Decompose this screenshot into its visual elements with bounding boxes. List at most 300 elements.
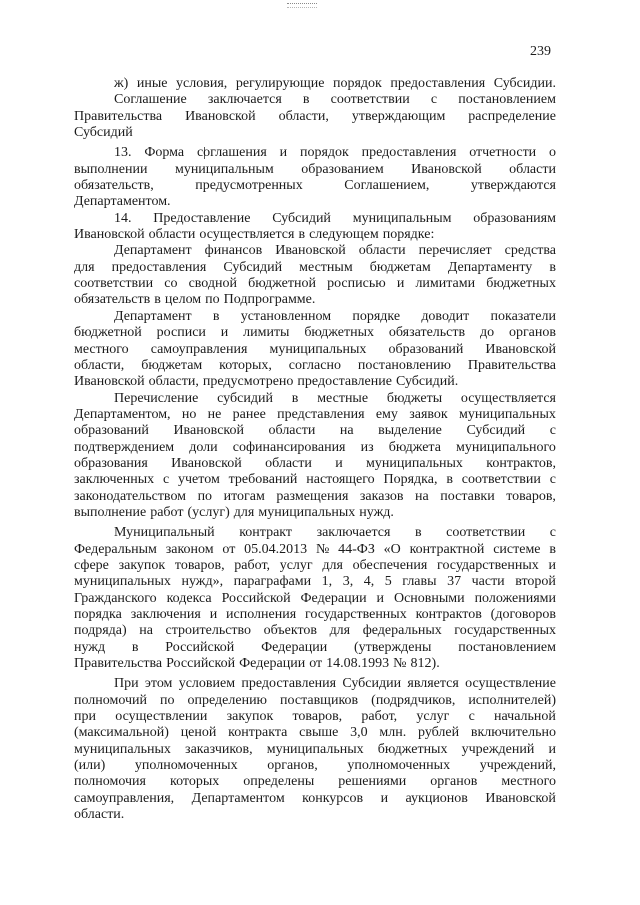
word: 3,: [342, 574, 354, 590]
word: заключается: [316, 525, 391, 541]
word: определены: [243, 774, 315, 790]
word: обязательств: [388, 325, 466, 341]
word: бюджетной: [248, 276, 316, 292]
word: работ,: [234, 557, 271, 573]
word: включительно: [470, 725, 556, 741]
word: главы: [402, 574, 437, 590]
text-line: [74, 725, 556, 741]
word: области,: [148, 374, 199, 390]
word: заключения: [130, 607, 201, 622]
word: услуг: [279, 557, 313, 573]
word: Муниципальный: [114, 525, 215, 541]
word: итогам: [223, 488, 265, 504]
word: лимитами: [415, 276, 476, 292]
text-line: [74, 489, 556, 505]
text-line: [74, 178, 556, 194]
word: бюджетной: [74, 325, 142, 341]
text-line: [74, 92, 556, 108]
word: №: [393, 656, 407, 672]
text-line: [74, 145, 556, 161]
word: Субсидий: [74, 125, 133, 141]
word: с: [549, 525, 556, 541]
word: росписи: [156, 325, 206, 341]
word: конкурсов: [302, 790, 364, 806]
word: муниципальных: [74, 574, 171, 590]
word: бюджеты: [386, 390, 443, 406]
word: 4,: [363, 574, 375, 590]
word: и: [209, 607, 218, 622]
word: второй: [515, 574, 556, 590]
word: отчетности: [469, 145, 537, 161]
text-line: [74, 162, 556, 178]
text-line: [74, 276, 556, 292]
word: предоставления: [111, 259, 207, 275]
word: для: [74, 259, 95, 275]
word: контрактной: [409, 541, 485, 557]
word: Ивановской: [411, 161, 482, 177]
word: условием: [178, 676, 236, 692]
word: доли: [189, 439, 218, 455]
word: определению: [187, 692, 268, 708]
word: государственных: [437, 557, 539, 573]
word: соглашения: [196, 145, 267, 161]
text-line: [74, 358, 556, 374]
word: подтверждением: [74, 439, 175, 455]
word: осуществляется: [460, 390, 556, 406]
text-line: [74, 758, 556, 774]
text-line: [74, 227, 556, 243]
word: в: [291, 390, 299, 406]
word: предоставления: [241, 676, 337, 692]
word: порядка: [74, 607, 122, 622]
word: «О: [383, 541, 401, 557]
word: 13.: [114, 145, 132, 161]
word: с: [162, 472, 170, 488]
text-line: [74, 558, 556, 574]
word: Правительства: [74, 108, 163, 124]
word: Федерации: [239, 656, 306, 672]
word: органов,: [267, 758, 318, 774]
word: Подпрограмме.: [223, 292, 316, 308]
word: для: [322, 557, 343, 573]
word: Правительства: [74, 656, 163, 672]
word: муниципальных: [366, 455, 463, 471]
word: Ивановской: [485, 341, 556, 357]
word: млн.: [379, 725, 407, 741]
word: Субсидий: [466, 423, 526, 439]
word: Российской: [165, 639, 235, 655]
word: показатели: [490, 308, 556, 324]
word: финансов: [204, 243, 263, 259]
word: Российской: [166, 656, 236, 672]
text-line: [74, 423, 556, 439]
word: самоуправления: [150, 341, 248, 357]
word: Правительства: [467, 357, 556, 373]
word: нужд: [74, 639, 106, 655]
word: федеральных: [362, 623, 442, 639]
word: осуществление: [465, 676, 556, 692]
word: следующем: [309, 227, 379, 243]
word: учреждений: [461, 741, 535, 757]
word: муниципального: [456, 439, 556, 455]
word: области,: [278, 108, 329, 124]
word: по: [160, 692, 175, 708]
word: самоуправления,: [74, 790, 175, 806]
word: Ивановской: [173, 423, 245, 439]
word: сфере: [74, 557, 109, 573]
word: муниципальных: [269, 341, 367, 357]
text-line: [74, 76, 556, 92]
text-line: [74, 292, 556, 308]
text-line: [74, 693, 556, 709]
word: не: [207, 406, 222, 422]
word: решениями: [338, 774, 407, 790]
word: по: [197, 488, 213, 504]
text-line: [74, 623, 556, 639]
word: Соглашение: [114, 92, 187, 108]
word: предоставления: [361, 145, 457, 161]
text-line: [74, 391, 556, 407]
text-line: [74, 774, 556, 790]
word: Департаментом.: [74, 194, 171, 210]
word: бюджетных: [377, 741, 448, 757]
word: этом: [144, 676, 173, 692]
word: обязательств,: [74, 178, 154, 194]
word: Департаментом,: [74, 406, 171, 422]
word: Федерации: [300, 590, 367, 606]
word: с: [549, 423, 556, 439]
word: Предоставление: [153, 210, 251, 226]
word: заключается: [207, 92, 282, 108]
word: ему: [375, 406, 398, 422]
text-line: [74, 607, 556, 623]
word: Федеральным: [74, 541, 157, 557]
word: обеспечения: [352, 557, 428, 573]
word: муниципальных: [459, 406, 556, 422]
word: части: [471, 574, 505, 590]
word: перечисляет: [418, 243, 492, 259]
word: области: [358, 243, 406, 259]
word: с: [549, 472, 556, 488]
word: Департамент: [114, 243, 192, 259]
word: представления: [277, 406, 365, 422]
word: для: [233, 504, 255, 520]
word: порядок: [299, 145, 349, 161]
word: бюджетных: [486, 276, 556, 292]
word: поставки: [440, 488, 495, 504]
word: предусмотренных: [195, 178, 303, 194]
word: Ивановской: [74, 374, 145, 390]
word: товаров,: [292, 709, 343, 725]
word: образований: [74, 423, 149, 439]
word: в: [131, 639, 139, 655]
word: рублей: [418, 725, 460, 741]
word: нужд»,: [181, 574, 224, 590]
word: (подрядчиков,: [371, 692, 456, 708]
word: строительство: [165, 623, 252, 639]
word: выделение: [378, 423, 442, 439]
word: для: [329, 623, 351, 639]
word: Соглашением,: [344, 178, 430, 194]
word: в: [414, 525, 422, 541]
word: заявок: [409, 406, 448, 422]
word: выполнение: [74, 504, 147, 520]
word: начальной: [494, 709, 556, 725]
word: на: [339, 423, 354, 439]
word: товаров,: [174, 557, 225, 573]
word: работ: [150, 504, 184, 520]
word: постановлением: [458, 639, 556, 655]
word: ранее: [232, 406, 266, 422]
word: регулирующие: [235, 76, 325, 91]
word: Ивановской: [275, 243, 346, 259]
word: (или): [74, 758, 106, 774]
word: муниципальных: [74, 741, 171, 757]
word: полномочия: [74, 774, 146, 790]
word: нужд.: [359, 504, 394, 520]
text-line: [74, 591, 556, 607]
word: и: [376, 590, 385, 606]
word: до: [479, 325, 495, 341]
word: порядок: [332, 76, 382, 91]
text-line: [74, 194, 556, 210]
word: 5: [384, 574, 392, 590]
word: в: [298, 227, 306, 243]
word: и: [396, 276, 405, 292]
word: в: [446, 472, 453, 488]
word: и: [279, 145, 288, 161]
word: распределение: [468, 108, 556, 124]
word: (договоров: [490, 607, 556, 622]
word: но: [181, 406, 197, 422]
word: при: [74, 709, 96, 725]
word: в: [549, 541, 556, 557]
word: области,: [74, 357, 125, 373]
word: муниципальных: [258, 504, 356, 520]
word: Форма: [144, 145, 185, 161]
word: законодательством: [74, 488, 187, 504]
word: Департаменту: [447, 259, 533, 275]
text-line: [74, 656, 556, 672]
text-line: [74, 505, 556, 521]
word: соответствии: [330, 92, 410, 108]
text-line: [74, 574, 556, 590]
word: со: [164, 276, 178, 292]
word: обязательств: [74, 292, 151, 308]
word: образованиям: [473, 210, 556, 226]
text-line: [74, 109, 556, 125]
word: 1,: [321, 574, 333, 590]
word: государственных: [305, 607, 407, 622]
word: контракт: [239, 525, 293, 541]
word: предоставление: [297, 374, 392, 390]
text-line: [74, 325, 556, 341]
word: Порядка,: [383, 472, 438, 488]
word: образования: [74, 455, 148, 471]
document-body: [74, 76, 556, 823]
scan-artifact-mark: [287, 3, 317, 8]
word: 44-ФЗ: [338, 541, 375, 557]
word: и: [380, 790, 389, 806]
word: учреждений,: [479, 758, 556, 774]
word: от: [309, 656, 323, 672]
word: заказчиков,: [185, 741, 253, 757]
word: предоставления: [390, 76, 486, 91]
word: кодекса: [166, 590, 212, 606]
word: осуществляется: [199, 227, 295, 243]
word: соответствии: [74, 276, 154, 292]
word: органов: [508, 325, 556, 341]
word: муниципальных: [266, 741, 364, 757]
text-line: [74, 791, 556, 807]
word: выполнении: [74, 161, 148, 177]
word: области: [265, 455, 312, 471]
text-line: [74, 807, 556, 823]
word: софинансирования: [232, 439, 346, 455]
word: области.: [74, 807, 125, 823]
word: закупок: [118, 557, 166, 573]
text-line: [74, 125, 556, 141]
word: Субсидий.: [395, 374, 459, 390]
word: установленном: [240, 308, 332, 324]
text-line: [74, 709, 556, 725]
word: контракта: [228, 725, 288, 741]
word: субсидий: [217, 390, 273, 406]
word: порядке: [352, 308, 401, 324]
word: с: [430, 92, 438, 108]
word: о: [549, 145, 556, 161]
word: от: [222, 541, 236, 557]
text-line: [74, 374, 556, 390]
word: 14.08.1993: [326, 656, 390, 672]
word: (утверждены: [353, 639, 432, 655]
word: местным: [299, 259, 353, 275]
word: в: [154, 292, 161, 308]
word: образованием: [301, 161, 384, 177]
word: законом: [165, 541, 214, 557]
word: предусмотрено: [202, 374, 294, 390]
word: (максимальной): [74, 725, 169, 741]
word: постановлению: [357, 357, 451, 373]
word: Ивановской: [185, 108, 256, 124]
word: целом: [164, 292, 202, 308]
word: ценой: [180, 725, 217, 741]
word: которых: [170, 774, 220, 790]
word: условия,: [176, 76, 228, 91]
word: в: [549, 259, 556, 275]
word: размещения: [276, 488, 349, 504]
word: положениями: [474, 590, 556, 606]
word: органов: [430, 774, 478, 790]
word: области: [148, 227, 196, 243]
word: росписью: [327, 276, 386, 292]
word: 05.04.2013: [244, 541, 308, 557]
word: параграфами: [233, 574, 312, 590]
word: Перечисление: [114, 390, 199, 406]
word: Субсидий: [223, 259, 283, 275]
word: 14.: [114, 210, 132, 226]
text-line: [74, 440, 556, 456]
text-line: [74, 472, 556, 488]
word: соответствии: [446, 525, 526, 541]
word: полномочий: [74, 692, 148, 708]
word: которых,: [219, 357, 272, 373]
word: свыше: [299, 725, 339, 741]
text-line: [74, 260, 556, 276]
word: и: [335, 455, 343, 471]
word: местного: [501, 774, 556, 790]
word: аукционов: [405, 790, 468, 806]
word: уполномоченных: [134, 758, 238, 774]
text-line: [74, 676, 556, 692]
word: и: [548, 557, 556, 573]
word: №: [315, 541, 330, 557]
text-line: [74, 542, 556, 558]
word: настоящего: [306, 472, 375, 488]
word: 812).: [410, 656, 440, 672]
word: с: [468, 709, 475, 725]
word: поставщиков: [280, 692, 359, 708]
word: Федерации: [261, 639, 328, 655]
word: 37: [447, 574, 462, 590]
page-number: 239: [530, 44, 551, 59]
word: бюджетам: [369, 259, 431, 275]
word: соответствии: [461, 472, 541, 488]
word: порядке:: [382, 227, 435, 243]
word: муниципальным: [174, 161, 274, 177]
word: в: [302, 92, 310, 108]
word: учетом: [178, 472, 220, 488]
word: и: [220, 325, 229, 341]
word: области: [268, 423, 316, 439]
word: исполнения: [226, 607, 297, 622]
text-line: [74, 456, 556, 472]
word: 3,0: [350, 725, 368, 741]
word: товаров,: [506, 488, 556, 504]
word: из: [360, 439, 374, 455]
word: утверждаются: [470, 178, 556, 194]
word: требований: [228, 472, 298, 488]
text-line: [74, 309, 556, 325]
word: муниципальным: [352, 210, 452, 226]
word: области: [509, 161, 556, 177]
word: иные: [136, 76, 168, 91]
word: доводит: [421, 308, 470, 324]
word: согласно: [288, 357, 341, 373]
text-line: [74, 640, 556, 656]
word: системе: [493, 541, 541, 557]
word: бюджетам: [141, 357, 203, 373]
word: постановлением: [458, 92, 556, 108]
word: Гражданского: [74, 590, 157, 606]
word: Ивановской: [485, 790, 556, 806]
word: государственных: [454, 623, 556, 639]
word: на: [415, 488, 429, 504]
word: местные: [317, 390, 369, 406]
text-line: [74, 407, 556, 423]
word: местного: [74, 341, 129, 357]
word: сводной: [188, 276, 238, 292]
word: контрактов,: [486, 455, 556, 471]
word: осуществлении: [115, 709, 208, 725]
text-line: [74, 742, 556, 758]
word: Ивановской: [171, 455, 242, 471]
text-line: [74, 243, 556, 259]
word: заказов: [359, 488, 404, 504]
word: бюджета: [388, 439, 441, 455]
word: утверждающим: [351, 108, 446, 124]
word: Субсидии: [342, 676, 402, 692]
